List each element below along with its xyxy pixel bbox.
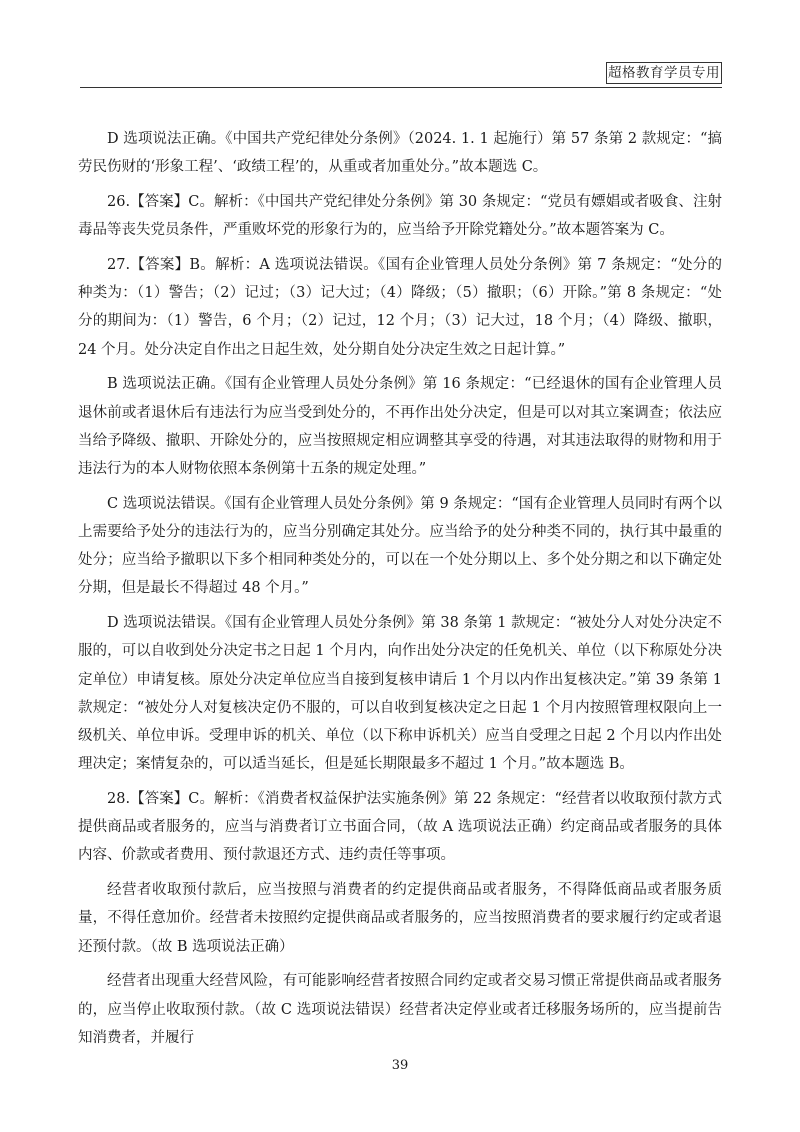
paragraph: 经营者出现重大经营风险，有可能影响经营者按照合同约定或者交易习惯正常提供商品或者服务的，应当停止收取预付款。（故 C 选项说法错误）经营者决定停业或者迁移服务场所的，应当提前告知消费者，并履行 — [78, 973, 722, 1046]
paragraph: C 选项说法错误。《国有企业管理人员处分条例》第 9 条规定：“国有企业管理人员同时有两个以上需要给予处分的违法行为的，应当分别确定其处分。应当给予的处分种类不同的，执行其中最重的处分；应当给予撤职以下多个相同种类处分的，可以在一个处分期以上、多个处分期之和以下确定处分期，但是最长不得超过 48 个月。” — [78, 495, 722, 597]
paragraph: 26.【答案】C。解析：《中国共产党纪律处分条例》第 30 条规定：“党员有嫖娼或者吸食、注射毒品等丧失党员条件，严重败坏党的形象行为的，应当给予开除党籍处分。”故本题答案为 C。 — [78, 194, 722, 239]
paragraph: B 选项说法正确。《国有企业管理人员处分条例》第 16 条规定：“已经退休的国有企业管理人员退休前或者退休后有违法行为应当受到处分的，不再作出处分决定，但是可以对其立案调查；依法应当给予降级、撤职、开除处分的，应当按照规定相应调整其享受的待遇，对其违法取得的财物和用于违法行为的本人财物依照本条例第十五条的规定处理。” — [78, 376, 722, 478]
paragraph: D 选项说法错误。《国有企业管理人员处分条例》第 38 条第 1 款规定：“被处分人对处分决定不服的，可以自收到处分决定书之日起 1 个月内，向作出处分决定的任免机关、单位（以下称原处分决定单位）申请复核。原处分决定单位应当自接到复核申请后 1 个月以内作出复核决定。”第 39 条第 1 款规定：“被处分人对复核决定仍不服的，可以自收到复核决定之日起 1 个月内按照管理权限向上一级机关、单位申诉。受理申诉的机关、单位（以下称申诉机关）应当自受理之日起 2 个月以内作出处理决定；案情复杂的，可以适当延长，但是延长期限最多不超过 1 个月。”故本题选 B。 — [78, 615, 722, 773]
header-divider — [80, 87, 722, 88]
paragraph: 28.【答案】C。解析：《消费者权益保护法实施条例》第 22 条规定：“经营者以收取预付款方式提供商品或者服务的，应当与消费者订立书面合同，（故 A 选项说法正确）约定商品或者服务的具体内容、价款或者费用、预付款退还方式、违约责任等事项。 — [78, 791, 722, 864]
page-number: 39 — [391, 1058, 409, 1073]
paragraph: 经营者收取预付款后，应当按照与消费者的约定提供商品或者服务，不得降低商品或者服务质量，不得任意加价。经营者未按照约定提供商品或者服务的，应当按照消费者的要求履行约定或者退还预付款。（故 B 选项说法正确） — [78, 882, 722, 955]
document-body — [78, 125, 722, 1059]
paragraph: 27.【答案】B。解析：A 选项说法错误。《国有企业管理人员处分条例》第 7 条规定：“处分的种类为：（1）警告；（2）记过；（3）记大过；（4）降级；（5）撤职；（6）开除。”第 8 条规定：“处分的期间为：（1）警告，6 个月；（2）记过，12 个月；（3）记大过，18 个月；（4）降级、撤职，24 个月。处分决定自作出之日起生效，处分期自处分决定生效之日起计算。” — [78, 257, 722, 358]
paragraph: D 选项说法正确。《中国共产党纪律处分条例》（2024. 1. 1 起施行）第 57 条第 2 款规定：“搞劳民伤财的‘形象工程’、‘政绩工程’的，从重或者加重处分。”故本题选 C。 — [78, 131, 722, 176]
header-label: 超格教育学员专用 — [606, 62, 722, 84]
